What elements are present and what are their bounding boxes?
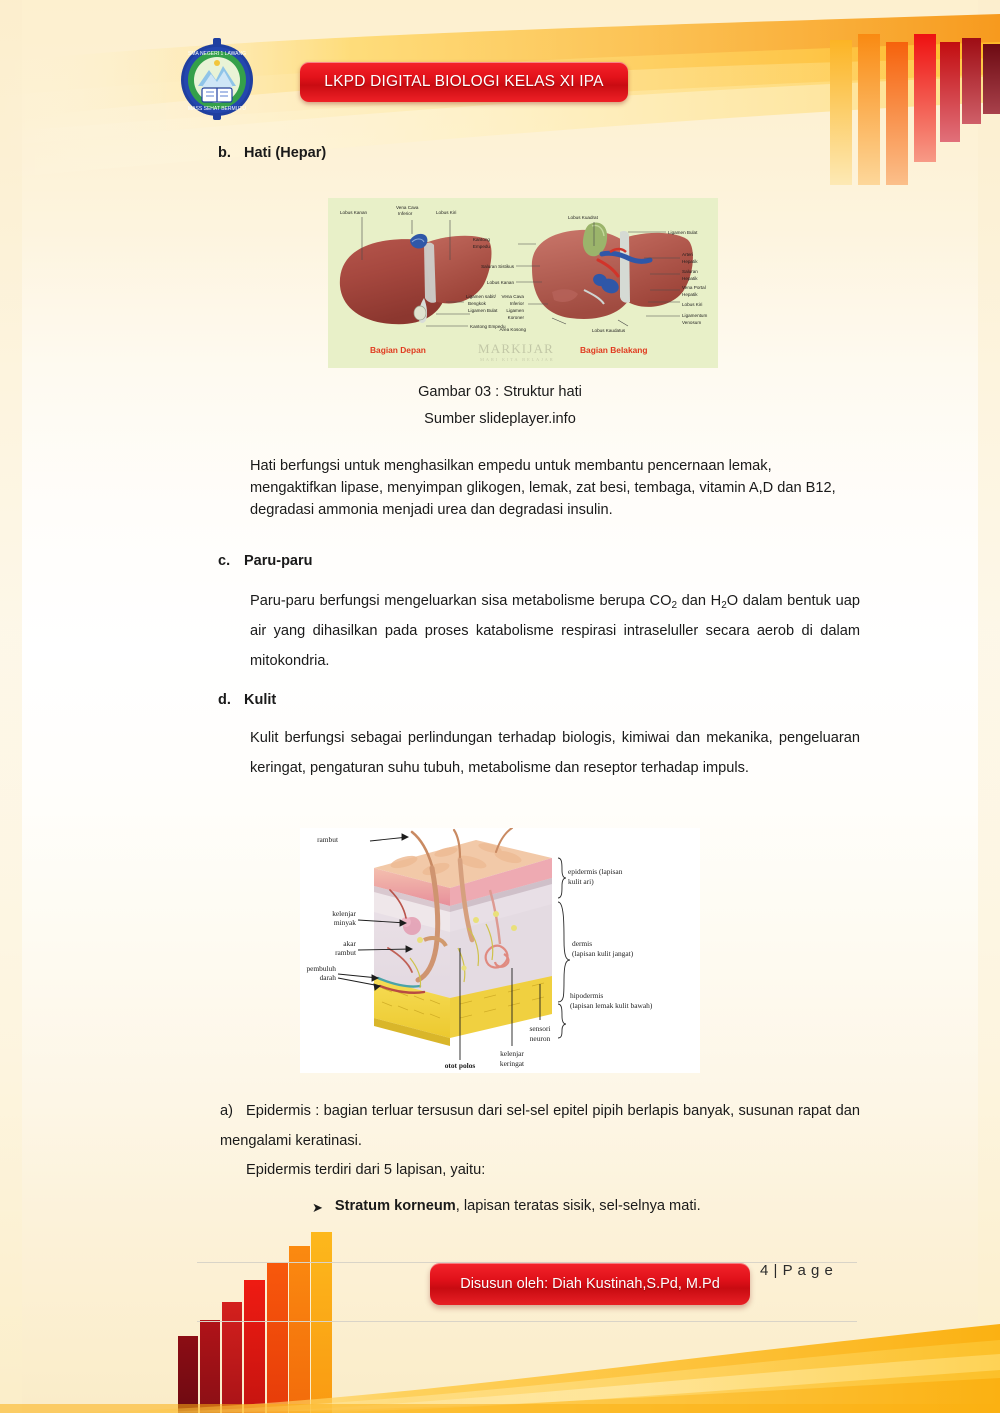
section-heading-kulit: [218, 692, 276, 708]
svg-text:Lobus Kiri: Lobus Kiri: [436, 210, 457, 215]
section-marker-d: d.: [218, 692, 231, 708]
svg-text:Kantong Empedu: Kantong Empedu: [470, 324, 506, 329]
svg-text:otot polos: otot polos: [444, 1061, 476, 1070]
figure-skin-structure: [300, 828, 700, 1073]
svg-text:Inferior: Inferior: [398, 211, 413, 216]
page-edge-right: [978, 0, 1000, 1413]
svg-text:Hepatik: Hepatik: [682, 292, 698, 297]
svg-text:sensori: sensori: [529, 1024, 551, 1033]
page-number-value: 4: [760, 1262, 769, 1279]
svg-text:kelenjar: kelenjar: [500, 1049, 524, 1058]
svg-text:kelenjar: kelenjar: [332, 909, 356, 918]
paru-text-part1: Paru-paru berfungsi mengeluarkan sisa metabolisme berupa CO: [250, 593, 672, 609]
svg-text:Lobus Kuadrat: Lobus Kuadrat: [568, 215, 598, 220]
author-credit-pill: [430, 1263, 750, 1305]
banner-title-text: LKPD DIGITAL BIOLOGI KELAS XI IPA: [324, 73, 604, 90]
svg-text:(lapisan lemak kulit bawah): (lapisan lemak kulit bawah): [570, 1001, 653, 1010]
paragraph-paru: [250, 586, 860, 676]
svg-text:Bagian Belakang: Bagian Belakang: [580, 345, 648, 355]
section-marker-b: b.: [218, 145, 231, 161]
svg-text:Ligamentum: Ligamentum: [682, 313, 708, 318]
svg-text:Area Kosong: Area Kosong: [499, 327, 526, 332]
page-number-indicator: [760, 1262, 833, 1279]
bullet-stratum-korneum: [312, 1198, 701, 1218]
svg-text:Empedu: Empedu: [472, 244, 490, 249]
section-heading-paru: [218, 553, 313, 569]
page-footer: [0, 1228, 1000, 1413]
svg-text:Ligamen Bulat: Ligamen Bulat: [468, 308, 498, 313]
list-text-epidermis: Epidermis : bagian terluar tersusun dari sel-sel epitel pipih berlapis banyak, susunan rapat dan mengalami keratinasi.: [220, 1103, 860, 1150]
paru-text-part3: O dalam bentuk uap air yang dihasilkan pada proses katabolisme respirasi intraseluller secara aerob di dalam mitokondria.: [250, 593, 860, 670]
svg-text:keringat: keringat: [499, 1059, 525, 1068]
page-number-word: P a g e: [782, 1262, 834, 1279]
paragraph-hati: Hati berfungsi untuk menghasilkan empedu untuk membantu pencernaan lemak, mengaktifkan lipase, menyimpan glikogen, lemak, zat besi, tembaga, vitamin A,D dan B12, degradasi ammonia menjadi urea dan degradasi insulin.: [250, 458, 836, 519]
svg-text:MASS SEHAT BERMUTU: MASS SEHAT BERMUTU: [188, 106, 246, 112]
figure-liver-caption-line1: Gambar 03 : Struktur hati: [418, 384, 582, 400]
figure-liver-structure: [328, 198, 718, 368]
svg-text:Kantong: Kantong: [472, 237, 490, 242]
svg-text:MARI KITA BELAJAR: MARI KITA BELAJAR: [480, 357, 555, 362]
svg-text:(lapisan kulit jangat): (lapisan kulit jangat): [572, 949, 634, 958]
liver-label: Lobus Kanan: [340, 210, 368, 215]
svg-text:Inferior: Inferior: [509, 301, 524, 306]
svg-text:Koroner: Koroner: [507, 315, 524, 320]
svg-text:SMA NEGERI 1 LAWANG: SMA NEGERI 1 LAWANG: [188, 51, 246, 57]
svg-text:akar: akar: [343, 939, 356, 948]
section-marker-c: c.: [218, 553, 231, 569]
section-heading-hati: [218, 145, 326, 161]
svg-text:Vena Cava: Vena Cava: [396, 205, 419, 210]
svg-text:rambut: rambut: [317, 835, 338, 844]
footer-divider-bottom: [197, 1321, 857, 1322]
section-title-paru: Paru-paru: [244, 553, 313, 569]
svg-text:kulit ari): kulit ari): [568, 877, 594, 886]
banner-title-pill: [300, 62, 628, 102]
page-edge-left: [0, 0, 22, 1413]
svg-text:minyak: minyak: [333, 918, 356, 927]
paru-text-part2: dan H: [676, 593, 722, 609]
list-marker-a: a): [220, 1103, 233, 1119]
svg-text:neuron: neuron: [529, 1034, 551, 1043]
bullet-term: Stratum korneum: [334, 1198, 456, 1214]
svg-text:pembuluh: pembuluh: [306, 964, 336, 973]
school-emblem-logo: [176, 36, 258, 120]
svg-text:rambut: rambut: [335, 948, 356, 957]
svg-text:Lobus Kaudatus: Lobus Kaudatus: [592, 328, 626, 333]
sublist-intro: Epidermis terdiri dari 5 lapisan, yaitu:: [246, 1162, 486, 1178]
svg-text:Hepatik: Hepatik: [682, 259, 698, 264]
svg-text:Vena Cava: Vena Cava: [501, 294, 524, 299]
section-title-kulit: Kulit: [244, 692, 277, 708]
svg-text:Saluran: Saluran: [682, 269, 698, 274]
svg-text:hipodermis: hipodermis: [570, 991, 604, 1000]
h2o-subscript: 2: [721, 599, 727, 611]
svg-text:Ligamen: Ligamen: [506, 308, 524, 313]
arrow-bullet-icon: ➤: [312, 1200, 323, 1215]
bullet-rest: , lapisan teratas sisik, sel-selnya mati.: [455, 1198, 701, 1214]
figure-liver-caption-line2: Sumber slideplayer.info: [424, 411, 576, 427]
page-number-separator: |: [773, 1262, 778, 1279]
svg-text:Saluran Sistikus: Saluran Sistikus: [481, 264, 514, 269]
paragraph-kulit: Kulit berfungsi sebagai perlindungan terhadap biologis, kimiwai dan mekanika, pengeluaran keringat, pengaturan suhu tubuh, metabolisme dan reseptor terhadap impuls.: [250, 730, 860, 777]
svg-text:epidermis (lapisan: epidermis (lapisan: [568, 867, 623, 876]
svg-text:Ligamen sabit/: Ligamen sabit/: [466, 294, 496, 299]
svg-text:Lobus Kiri: Lobus Kiri: [682, 302, 703, 307]
svg-text:Bengkok: Bengkok: [468, 301, 486, 306]
svg-text:Hepatik: Hepatik: [682, 276, 698, 281]
svg-text:Arteri: Arteri: [682, 252, 693, 257]
section-title-hati: Hati (Hepar): [244, 145, 327, 161]
author-credit-text: Disusun oleh: Diah Kustinah,S.Pd, M.Pd: [460, 1276, 720, 1292]
svg-text:Vena Portal: Vena Portal: [682, 285, 706, 290]
svg-text:Venosum: Venosum: [682, 320, 702, 325]
list-item-epidermis: [220, 1096, 860, 1156]
co2-subscript: 2: [671, 599, 677, 611]
bullet-text: [335, 1198, 701, 1218]
svg-text:MARKIJAR: MARKIJAR: [478, 341, 555, 356]
page-header: [0, 0, 1000, 185]
svg-text:Bagian Depan: Bagian Depan: [370, 345, 426, 355]
svg-text:darah: darah: [319, 973, 336, 982]
svg-text:dermis: dermis: [572, 939, 593, 948]
svg-text:Ligamen Bulat: Ligamen Bulat: [668, 230, 698, 235]
svg-text:Lobus Kanan: Lobus Kanan: [486, 280, 514, 285]
